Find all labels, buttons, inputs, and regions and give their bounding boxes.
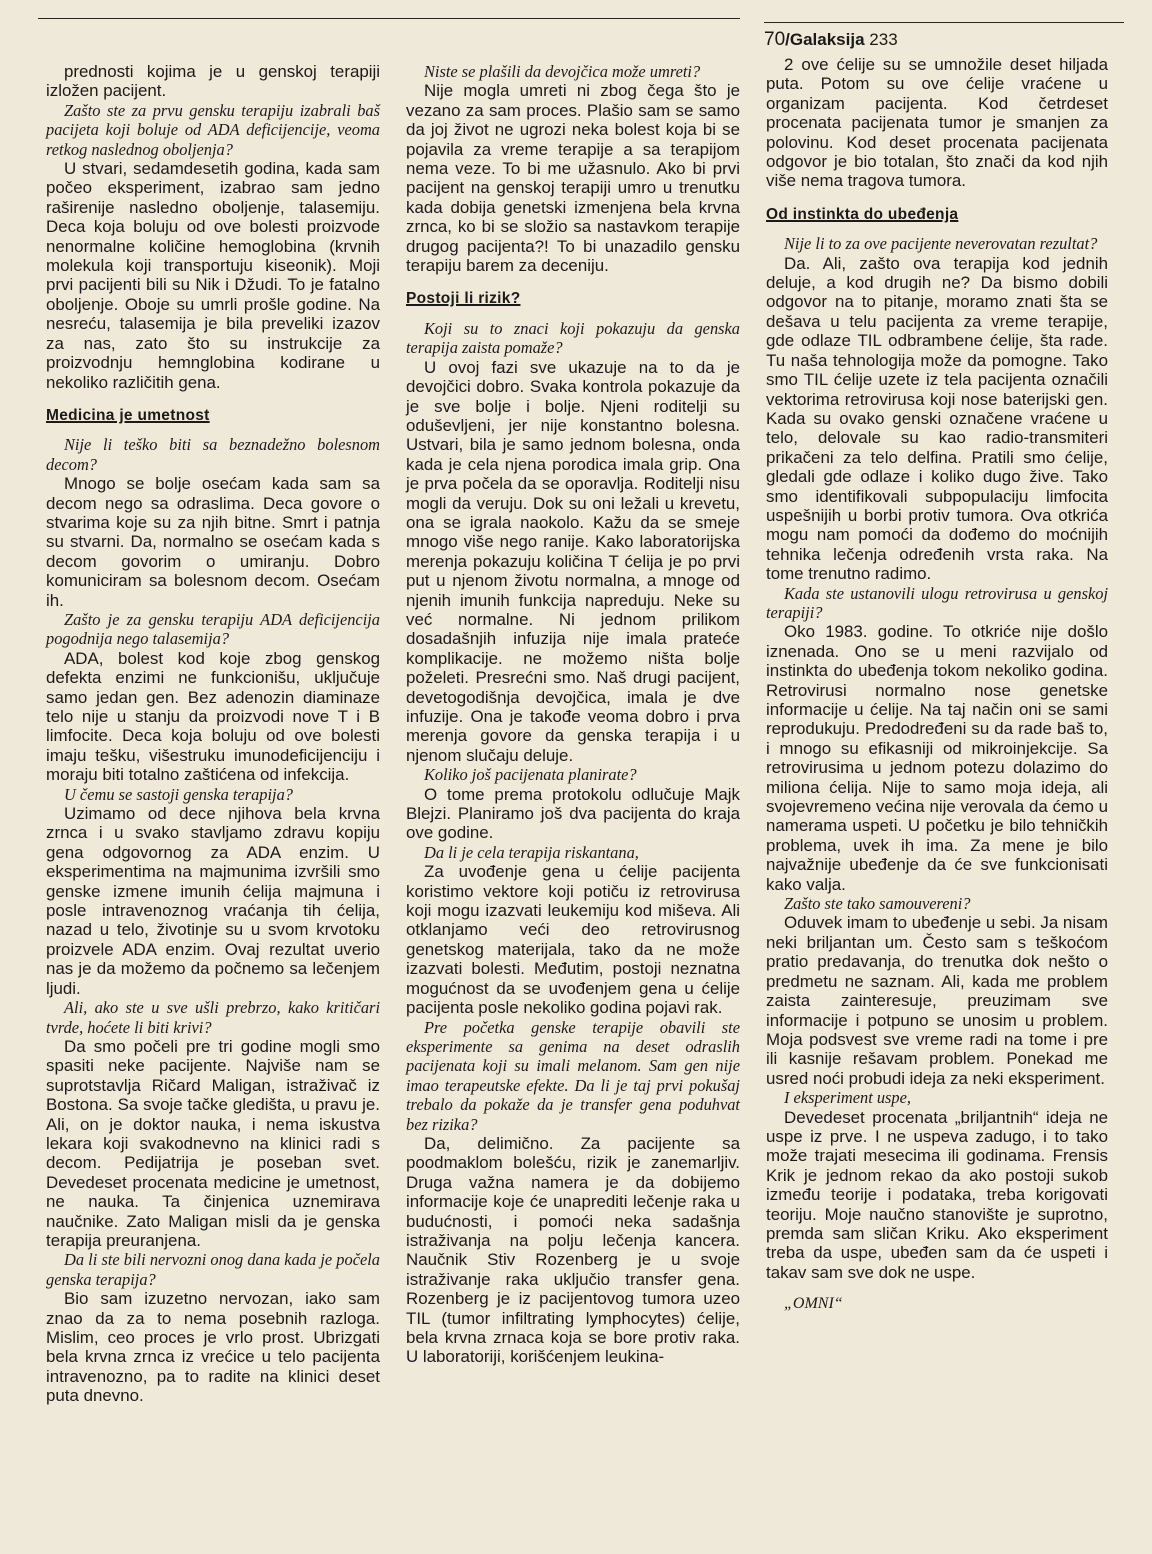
answer-paragraph: O tome prema protokolu odlučuje Majk Blejzi. Planiramo još dva pacijenta do kraja ove godine. [406,784,740,843]
answer-paragraph: U ovoj fazi sve ukazuje na to da je devojčici dobro. Svaka kontrola pokazuje da je sve bolje i bolje. Njeni roditelji su oduševljeni, jer nije konstantno bolesna. Ustvari, bila je samo jednom bolesna, onda kada je cela njena porodica imala grip. Ona je prva počela da se oporavlja. Roditelji nisu mogli da veruju. Dok su oni ležali u krevetu, ona se igrala naokolo. Kažu da se smeje mnogo više nego ranije. Kako laboratorijska merenja pokazuju količina T ćelija je po prvi put u njenom životu normalna, a mnoge od njenih imunih funkcija napreduju. Neke su već normalne. Ni jednom prilikom dosadašnjih infuzija nije imala prateće komplikacije. ne možemo ništa bolje poželeti. Presrećni smo. Naš drugi pacijent, devetogodišnja devojčica, imala je dve infuzije. Ona je takođe veoma dobro i prva merenja govore da genska terapija i u njenom slučaju deluje. [406,357,740,765]
question-paragraph: Zašto ste tako samouvereni? [784,894,971,914]
question-paragraph: Kada ste ustanovili ulogu retrovirusa u genskoj terapiji? [766,583,1108,622]
question-paragraph: I eksperiment uspe, [784,1088,911,1108]
page-header: 70/Galaksija 233 [764,22,1124,51]
section-heading: Medicina je umetnost [46,406,210,424]
answer-paragraph: prednosti kojima je u genskoj terapiji izložen pacijent. [46,62,380,101]
answer-paragraph: U stvari, sedamdesetih godina, kada sam počeo eksperiment, izabrao sam jedno raširenije nasledno oboljenje, talasemiju. Deca koja boluju od ove bolesti proizvode nenormalne količine hemoglobina (krvnih molekula koji transportuju kiseonik). Moji prvi pacijenti bili su Nik i Džudi. To je fatalno oboljenje. Oboje su umrli prošle godine. Na nesreću, talasemija je bila preveliki izazov za nas, zato što su instrukcije za proizvodnju hemnglobina kodirane u nekoliko različitih gena. [46,159,380,392]
answer-paragraph: Oko 1983. godine. To otkriće nije došlo iznenada. Ono se u meni razvijalo od instinkta do ubeđenja tokom nekoliko godina. Retrovirusi normalno nose genetske informacije u ćelije. Na taj način oni se sami reprodukuju. Predodređeni su da rade baš to, i mnogo su efikasniji od mikroinjekcije. Sa retrovirusima u jednom potezu dolazimo do miliona ćelija. Nije to samo moja ideja, ali svojevremeno većina nije verovala da ćemo u namerama uspeti. U početku je bilo tehničkih problema, uvek ih ima. Za mene je bilo najvažnije ubeđenje da će sve funkcionisati kako valja. [766,622,1108,894]
magazine-name: Galaksija [789,30,865,49]
question-paragraph: Zašto ste za prvu gensku terapiju izabrali baš pacijeta koji boluje od ADA deficijencije, veoma retkog naslednog oboljenja? [46,100,380,159]
answer-paragraph: ADA, bolest kod koje zbog genskog defekta enzimi ne funkcionišu, uključuje samo jedan gen. Bez adenozin diaminaze telo nije u stanju da proizvodi nove T i B limfocite. Deca koja boluju od ove bolesti imaju tešku, višestruku imunodeficijenciju i moraju biti totalno zaštićena od infekcija. [46,648,380,785]
answer-paragraph: Oduvek imam to ubeđenje u sebi. Ja nisam neki briljantan um. Često sam s teškoćom pratio predavanja, do trenutka dok nešto o predmetu ne saznam. Ali, kada me problem zaista zainteresuje, preuzimam sve informacije i potpuno se unosim u problem. Moja podsvest sve vreme radi na tome i pre ili kasnije rešavam problem. Ponekad me usred noći probudi ideja za neki eksperiment. [766,913,1108,1088]
answer-paragraph: Nije mogla umreti ni zbog čega što je vezano za sam proces. Plašio sam se samo da joj život ne ugrozi neka bolest koja bi se pojavila za vreme terapije a sa terapijom nema veze. To bi me užasnulo. Ako bi prvi pacijent na genskoj terapiji umro u trenutku kada dobija genetski izmenjena bela krvna zrnca, ko bi se složio sa nastavkom terapije drugog pacijenta?! To bi unazadilo gensku terapiju barem za deceniju. [406,81,740,276]
answer-paragraph: Da. Ali, zašto ova terapija kod jednih deluje, a kod drugih ne? Da bismo dobili odgovor na to pitanje, moramo znati šta se dešava u telu pacijenta za vreme terapije, gde odlaze TIL odbrambene ćelije, šta rade. Tu naša tehnologija može da pomogne. Tako smo TIL ćelije uzete iz tela pacijenta označili vektorima retrovirusa koji nose baterijski gen. Kada su ovako genski označene vraćene u telo, delovale su kao radio-transmiteri prikačeni za telo delfina. Pratili smo ćelije, gledali gde odlaze i koliko dugo žive. Tako smo identifikovali subpopulaciju limfocita uspešnijih u borbi protiv tumora. Ova otkrića mogu nam pomoći da dođemo do moćnijih tehnika lečenja određenih vrsta raka. Na tome trenutno radimo. [766,253,1108,584]
question-paragraph: Da li ste bili nervozni onog dana kada je počela genska terapija? [46,1250,380,1289]
section-heading: Postoji li rizik? [406,290,521,308]
column-1 [46,62,380,1406]
source-signature: „OMNI“ [784,1295,843,1313]
answer-paragraph: Devedeset procenata „briljantnih“ ideja ne uspe iz prve. I ne uspeva zadugo, i to tako može trajati mesecima ili godinama. Frensis Krik je jednom rekao da ako postoji sukob između teorije i podataka, treba korigovati teoriju. Moje naučno stanovište je suprotno, premda sam sličan Kriku. Ako eksperiment treba da uspe, ubeđen sam da će uspeti i takav sam sve dok ne uspe. [766,1107,1108,1282]
page-number: 70 [764,29,786,50]
question-paragraph: Ali, ako ste u sve ušli prebrzo, kako kritičari tvrde, hoćete li biti krivi? [46,998,380,1037]
answer-paragraph: 2 ove ćelije su se umnožile deset hiljada puta. Potom su ove ćelije vraćene u organizam pacijenta. Kod četrdeset procenata pacijenata tumor je smanjen za polovinu. Kod deset procenata pacijenata odgovor je bio totalan, što znači da kod njih više nema tragova tumora. [766,55,1108,191]
question-paragraph: Nije li to za ove pacijente neverovatan rezultat? [784,234,1098,254]
answer-paragraph: Za uvođenje gena u ćelije pacijenta koristimo vektore koji potiču iz retrovirusa koji mogu izazvati leukemiju kod miševa. Ali otklanjamo veći deo retrovirusnog genetskog materijala, tako da ne može izazvati bolesti. Međutim, postoji neznatna mogućnost da se uvođenjem gena u ćelije pacijenta posle nekoliko godina pojavi rak. [406,862,740,1018]
question-paragraph: Koliko još pacijenata planirate? [424,765,637,785]
answer-paragraph: Mnogo se bolje osećam kada sam sa decom nego sa odraslima. Deca govore o stvarima koje su za njih bitne. Smrt i patnja su stvarni. Da, normalno se osećam kada s decom govorim o umiranju. Dobro komuniciram sa bolesnom decom. Osećam ih. [46,474,380,610]
answer-paragraph: Bio sam izuzetno nervozan, iako sam znao da za to nema posebnih razloga. Mislim, ceo proces je vrlo prost. Ubrizgati bela krvna zrnca iz vrećice u telo pacijenta intravenozno, pa to radite na klinici deset puta dnevno. [46,1289,380,1406]
question-paragraph: Zašto je za gensku terapiju ADA deficijencija pogodnija nego talasemija? [46,609,380,649]
question-paragraph: Da li je cela terapija riskantana, [424,842,639,862]
column-3 [766,55,1108,1314]
answer-paragraph: Uzimamo od dece njihova bela krvna zrnca i u svako stavljamo zdravu kopiju gena odgovornog za ADA enzim. U eksperimentima na majmunima izvršili smo genske izmene imunih ćelija majmuna i posle intravenoznog vraćanja tih ćelija, nazad u telo, životinje su u svom krvotoku proizvele ADA enzim. Ovaj rezultat uverio nas je da možemo da počnemo sa lečenjem ljudi. [46,804,380,998]
question-paragraph: Pre početka genske terapije obavili ste eksperimente sa genima na deset odraslih pacijenata koji su imali melanom. Sam gen nije imao terapeutske efekte. Da li je taj prvi pokušaj trebalo da pokaže da je transfer gena poduhvat bez rizika? [406,1017,740,1134]
column-2 [406,62,740,1367]
answer-paragraph: Da, delimično. Za pacijente sa poodmaklom bolešću, rizik je zanemarljiv. Druga važna namera je da dobijemo informacije koje će unaprediti lečenje raka u budućnosti, i pomoći neka sadašnja istraživanja na polju lečenja kancera. Naučnik Stiv Rozenberg je u svoje istraživanje raka uključio transfer gena. Rozenberg je iz pacijentovog tumora uzeo TIL (tumor infiltrating lymphocytes) ćelije, bela krvna zrnaca koja se bore protiv raka. U laboratoriji, korišćenjem leukina- [406,1133,740,1367]
question-paragraph: Niste se plašili da devojčica može umreti? [424,62,701,81]
answer-paragraph: Da smo počeli pre tri godine mogli smo spasiti neke pacijente. Najviše nam se suprotstavlja Ričard Maligan, istraživač iz Bostona. Sa svoje tačke gledišta, u pravu je. Ali, on je doktor nauka, i nema iskustva lekara koji svakodnevno na klinici radi s decom. Pedijatrija je poseban svet. Devedeset procenata medicine je umetnost, ne nauka. Ta činjenica uznemirava naučnike. Zato Maligan misli da je genska terapija preuranjena. [46,1036,380,1250]
issue-number: 233 [869,30,898,49]
top-rule [38,18,740,19]
question-paragraph: Nije li teško biti sa beznadežno bolesnom decom? [46,435,380,474]
section-heading: Od instinkta do ubeđenja [766,205,959,223]
question-paragraph: U čemu se sastoji genska terapija? [64,784,293,804]
question-paragraph: Koji su to znaci koji pokazuju da genska terapija zaista pomaže? [406,318,740,358]
